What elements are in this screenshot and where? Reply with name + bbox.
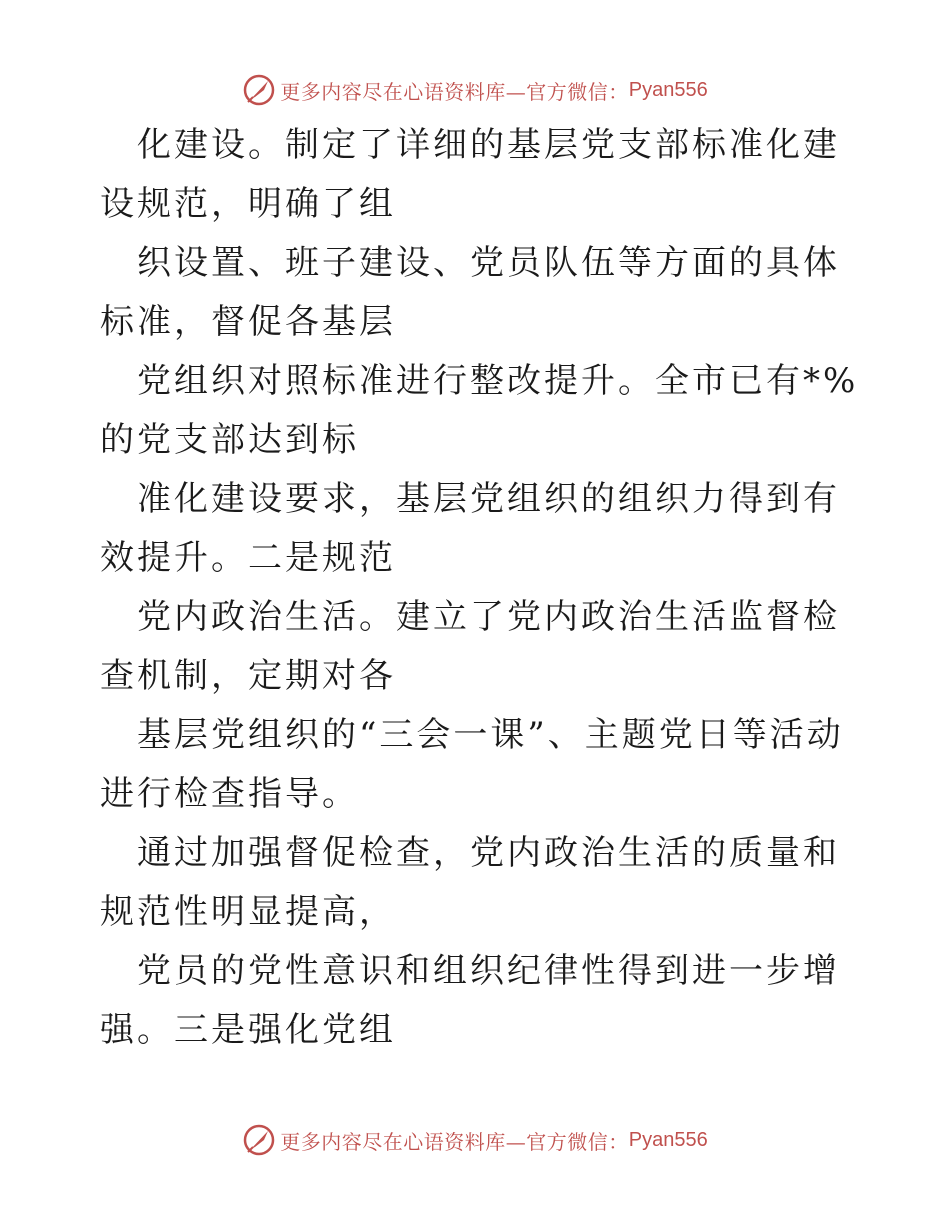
- banner-title: 更多内容尽在心语资料库—官方微信：: [280, 1129, 629, 1154]
- quill-pen-logo-icon: [242, 1123, 276, 1157]
- paragraph-3: 党组织对照标准进行整改提升。全市已有*%的党支部达到标: [100, 361, 859, 460]
- paragraph-4: 准化建设要求，基层党组织的组织力得到有效提升。二是规范: [100, 479, 840, 578]
- footer-banner: [0, 1120, 950, 1160]
- paragraph-8: 党员的党性意识和组织纪律性得到进一步增强。三是强化党组: [100, 951, 840, 1050]
- banner-title: 更多内容尽在心语资料库—官方微信：: [280, 79, 629, 104]
- paragraph-1: 化建设。制定了详细的基层党支部标准化建设规范，明确了组: [100, 125, 840, 224]
- header-banner: [0, 70, 950, 110]
- paragraph-2: 织设置、班子建设、党员队伍等方面的具体标准，督促各基层: [100, 243, 840, 342]
- paragraph-7: 通过加强督促检查，党内政治生活的质量和规范性明显提高，: [100, 833, 840, 932]
- paragraph-6: 基层党组织的“三会一课”、主题党日等活动进行检查指导。: [100, 715, 844, 814]
- wechat-id: Pyan556: [628, 78, 708, 101]
- wechat-id: Pyan556: [628, 1128, 708, 1151]
- paragraph-5: 党内政治生活。建立了党内政治生活监督检查机制，定期对各: [100, 597, 840, 696]
- document-body: [100, 116, 860, 1060]
- quill-pen-logo-icon: [242, 73, 276, 107]
